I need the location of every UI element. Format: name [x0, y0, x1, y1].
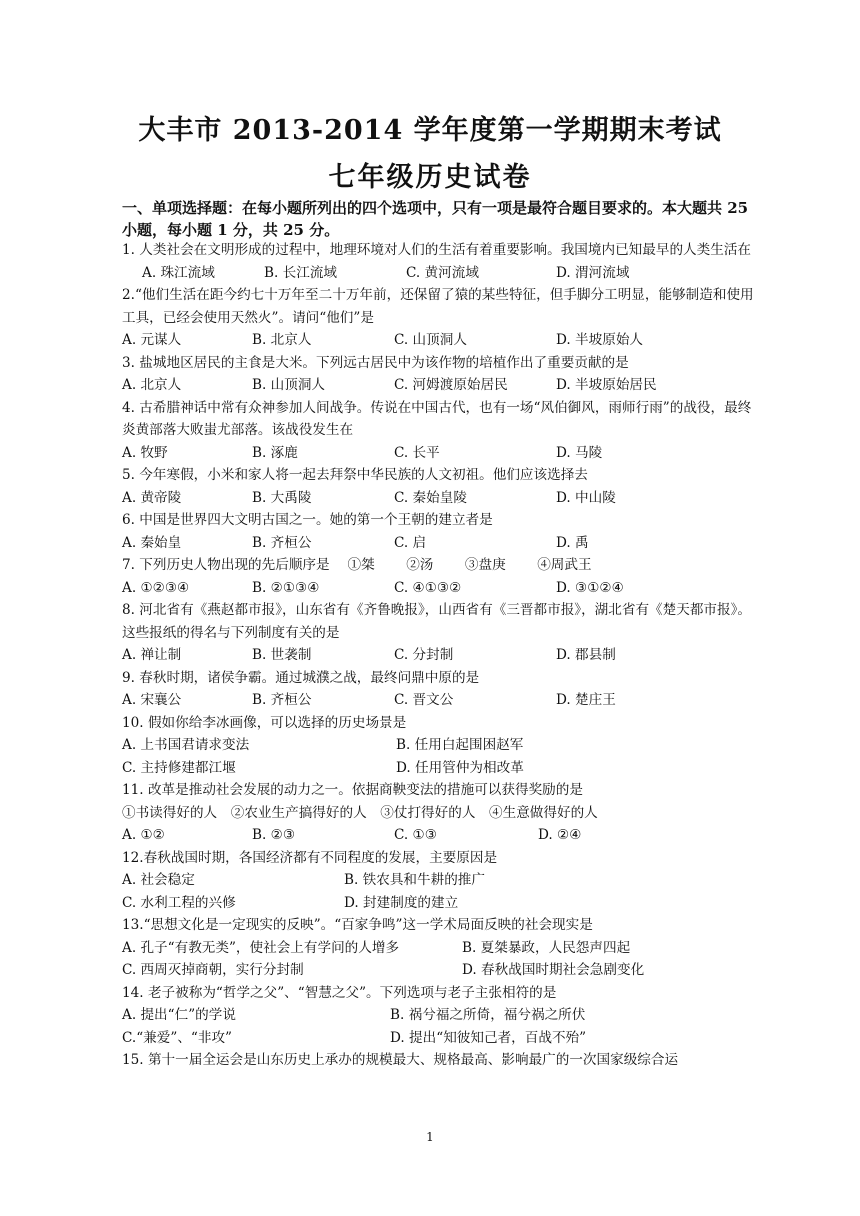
- option-d: D. 中山陵: [556, 489, 616, 506]
- question-11-text: 11. 改革是推动社会发展的动力之一。依据商鞅变法的措施可以获得奖励的是: [122, 782, 583, 798]
- question-13-text: 13.“思想文化是一定现实的反映”。“百家争鸣”这一学术局面反映的社会现实是: [122, 917, 593, 933]
- option-b: B. ②③: [252, 827, 296, 843]
- exam-title: 大丰市 2013-2014 学年度第一学期期末考试: [138, 115, 722, 146]
- question-3-options: [122, 374, 762, 397]
- option-b: B. 世袭制: [252, 647, 312, 663]
- option-d: D. 春秋战国时期社会急剧变化: [462, 962, 645, 978]
- option-c: C. 西周灭掉商朝，实行分封制: [122, 962, 304, 978]
- option-a: A. 提出“仁”的学说: [122, 1007, 236, 1023]
- question-11-items: ①书读得好的人 ②农业生产搞得好的人 ③仗打得好的人 ④生意做得好的人: [122, 804, 598, 821]
- question-8-text: 8. 河北省有《燕赵都市报》，山东省有《齐鲁晚报》，山西省有《三晋都市报》，湖北省有《楚天都市报》。这些报纸的得名与下列制度有关的是: [122, 602, 751, 641]
- option-d: D. 渭河流域: [556, 264, 630, 281]
- exam-subtitle: 七年级历史试卷: [328, 162, 532, 193]
- option-c: C. 主持修建都江堰: [122, 759, 236, 776]
- question-13-options-cd: [122, 959, 762, 982]
- question-1-text: 1. 人类社会在文明形成的过程中，地理环境对人们的生活有着重要影响。我国境内已知最早的人类生活在: [122, 242, 752, 258]
- question-list: [122, 239, 762, 1072]
- option-c: C.“兼爱”、“非攻”: [122, 1029, 233, 1046]
- option-a: A. 元谋人: [122, 332, 182, 348]
- question-4-options: [122, 442, 762, 465]
- option-c: C. 秦始皇陵: [394, 489, 467, 506]
- question-9-options: [122, 689, 762, 712]
- question-2-options: [122, 329, 762, 352]
- question-12-options-ab: [122, 869, 762, 892]
- question-7-options: [122, 577, 762, 600]
- option-c: C. ④①③②: [394, 579, 462, 596]
- question-13-options-ab: [122, 937, 762, 960]
- option-b: B. 北京人: [252, 332, 312, 348]
- option-b: B. ②①③④: [252, 579, 320, 596]
- option-d: D. ③①②④: [556, 579, 624, 596]
- question-2-text: 2.“他们生活在距今约七十万年至二十万年前，还保留了猿的某些特征，但手脚分工明显，能够制造和使用工具，已经会使用天然火”。请问“他们”是: [122, 287, 754, 326]
- option-c: C. 黄河流域: [406, 264, 479, 281]
- question-3-text: 3. 盐城地区居民的主食是大米。下列远古居民中为该作物的培植作出了重要贡献的是: [122, 354, 629, 371]
- option-d: D. 楚庄王: [556, 692, 616, 708]
- option-d: D. 马陵: [556, 444, 603, 461]
- option-b: B. 长江流域: [264, 264, 338, 281]
- option-c: C. 山顶洞人: [394, 332, 467, 348]
- option-a: A. 北京人: [122, 377, 182, 393]
- question-15-text: 15. 第十一届全运会是山东历史上承办的规模最大、规格最高、影响最广的一次国家级综合运: [122, 1052, 679, 1068]
- question-6-text: 6. 中国是世界四大文明古国之一。她的第一个王朝的建立者是: [122, 512, 493, 528]
- page-number: 1: [426, 1130, 434, 1144]
- option-a: A. ①②: [122, 827, 165, 843]
- option-a: A. 禅让制: [122, 647, 182, 663]
- option-c: C. 晋文公: [394, 692, 454, 708]
- question-7-text: 7. 下列历史人物出现的先后顺序是 ①桀 ②汤 ③盘庚 ④周武王: [122, 557, 592, 573]
- option-d: D. 封建制度的建立: [344, 894, 459, 911]
- option-d: D. 禹: [556, 534, 589, 551]
- option-a: A. 宋襄公: [122, 692, 182, 708]
- option-a: A. 黄帝陵: [122, 489, 182, 506]
- question-10-options-ab: [122, 734, 762, 757]
- option-d: D. 提出“知彼知己者，百战不殆”: [390, 1029, 587, 1046]
- section-heading: 一、单项选择题：在每小题所列出的四个选项中，只有一项是最符合题目要求的。本大题共 25 小题，每小题 1 分，共 25 分。: [122, 199, 749, 239]
- option-b: B. 夏桀暴政，人民怨声四起: [462, 939, 631, 956]
- question-12-options-cd: [122, 892, 762, 915]
- question-1-options: [122, 262, 762, 285]
- question-9-text: 9. 春秋时期，诸侯争霸。通过城濮之战，最终问鼎中原的是: [122, 669, 480, 686]
- option-b: B. 祸兮福之所倚，福兮祸之所伏: [390, 1007, 586, 1023]
- question-10-text: 10. 假如你给李冰画像，可以选择的历史场景是: [122, 714, 407, 731]
- question-4-text: 4. 古希腊神话中常有众神参加人间战争。传说在中国古代，也有一场“风伯御风，雨师行雨”的战役，最终炎黄部落大败蚩尤部落。该战役发生在: [122, 399, 752, 438]
- option-d: D. 半坡原始人: [556, 332, 644, 348]
- question-6-options: [122, 532, 762, 555]
- option-b: B. 山顶洞人: [252, 377, 326, 393]
- question-14-options-cd: [122, 1027, 762, 1050]
- option-c: C. 分封制: [394, 647, 454, 663]
- option-b: B. 大禹陵: [252, 489, 312, 506]
- question-8-options: [122, 644, 762, 667]
- question-14-options-ab: [122, 1004, 762, 1027]
- question-5-text: 5. 今年寒假，小米和家人将一起去拜祭中华民族的人文初祖。他们应该选择去: [122, 467, 588, 483]
- option-b: B. 铁农具和牛耕的推广: [344, 872, 485, 888]
- option-c: C. 水利工程的兴修: [122, 894, 236, 911]
- option-a: A. 孔子“有教无类”，使社会上有学问的人增多: [122, 939, 400, 956]
- option-c: C. ①③: [394, 827, 437, 843]
- option-d: D. 任用管仲为相改革: [396, 759, 524, 776]
- option-a: A. 牧野: [122, 444, 168, 461]
- option-a: A. 秦始皇: [122, 534, 182, 551]
- option-c: C. 启: [394, 534, 427, 551]
- option-d: D. 郡县制: [556, 647, 616, 663]
- option-a: A. 上书国君请求变法: [122, 737, 250, 753]
- question-12-text: 12.春秋战国时期，各国经济都有不同程度的发展，主要原因是: [122, 849, 498, 866]
- option-a: A. 社会稳定: [122, 872, 195, 888]
- question-5-options: [122, 487, 762, 510]
- option-d: D. 半坡原始居民: [556, 377, 657, 393]
- option-b: B. 齐桓公: [252, 534, 312, 551]
- option-c: C. 长平: [394, 444, 440, 461]
- question-14-text: 14. 老子被称为“哲学之父”、“智慧之父”。下列选项与老子主张相符的是: [122, 984, 557, 1001]
- option-a: A. 珠江流域: [142, 264, 215, 281]
- option-c: C. 河姆渡原始居民: [394, 377, 508, 393]
- question-11-options: [122, 824, 762, 847]
- option-b: B. 涿鹿: [252, 444, 298, 461]
- option-b: B. 齐桓公: [252, 692, 312, 708]
- option-a: A. ①②③④: [122, 579, 190, 596]
- option-d: D. ②④: [538, 827, 582, 843]
- question-10-options-cd: [122, 757, 762, 780]
- option-b: B. 任用白起围困赵军: [396, 737, 524, 753]
